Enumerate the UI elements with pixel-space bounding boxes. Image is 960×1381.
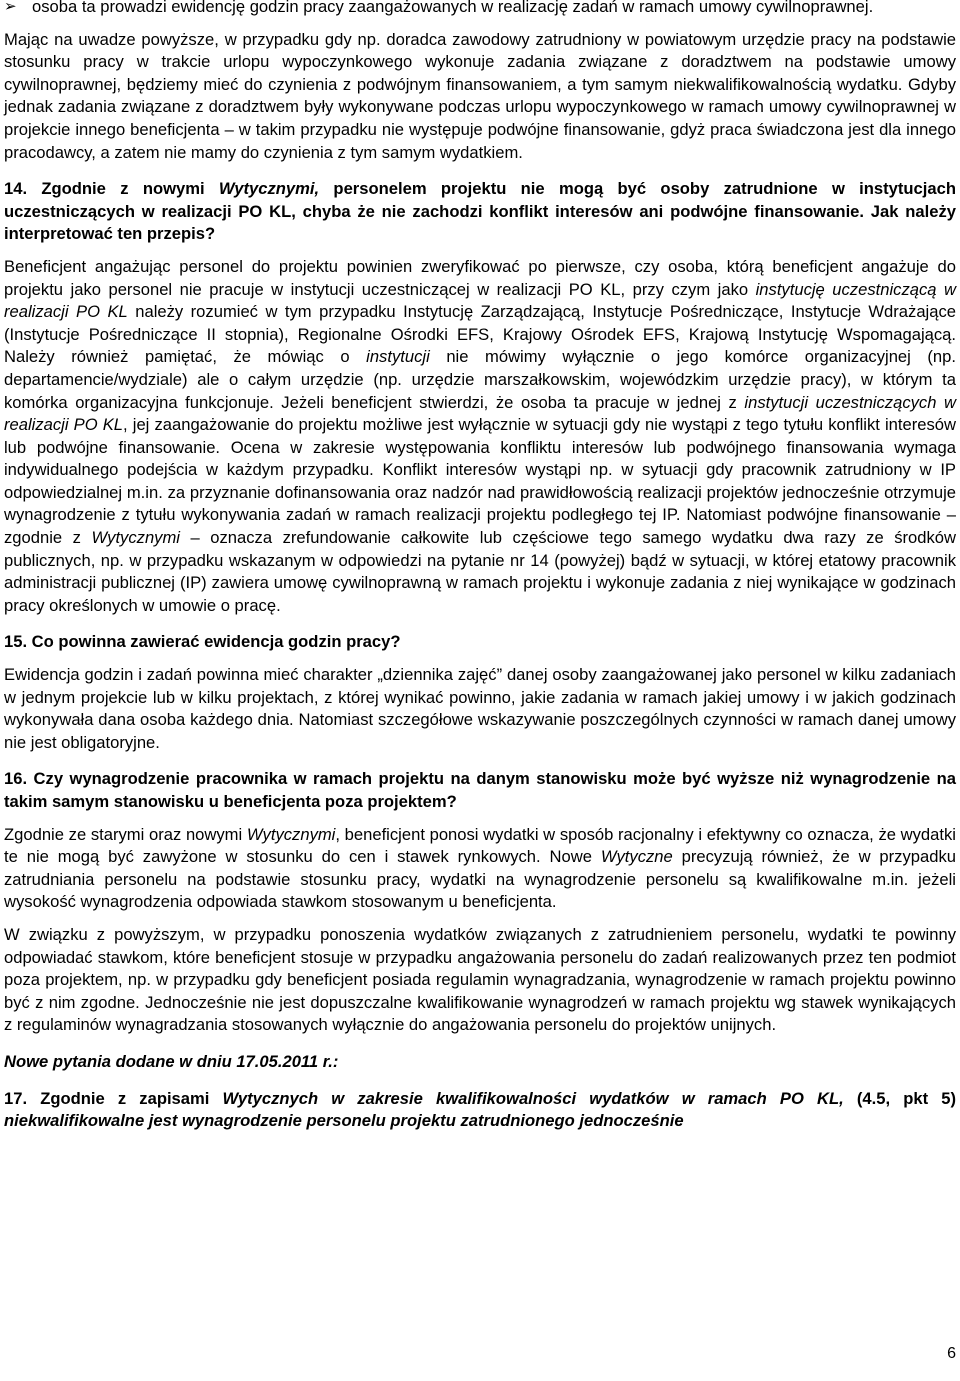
- answer-16-a: [4, 824, 956, 914]
- new-questions-heading: Nowe pytania dodane w dniu 17.05.2011 r.:: [4, 1051, 339, 1071]
- question-15: 15. Co powinna zawierać ewidencja godzin pracy?: [4, 632, 401, 652]
- a16a-text-1: Zgodnie ze starymi oraz nowymi: [4, 824, 247, 844]
- a16a-italic-2: Wytyczne: [600, 847, 673, 867]
- answer-15: Ewidencja godzin i zadań powinna mieć charakter „dziennika zajęć” danej osoby zaangażowanej jako personel w kilku zadaniach w jednym projekcie lub w kilku projektach, z której wynikać powinno, jakie zadania w ramach jakiej umowy i w jakich godzinach wykonywała dana osoba każdego dnia. Natomiast szczegółowe wskazywanie poszczególnych czynności w ramach danej umowy nie jest obligatoryjne.: [4, 665, 956, 752]
- question-17: [4, 1088, 956, 1133]
- a14-text-3: nie mówimy wyłącznie o jego komórce organizacyjnej (np. departamencie/wydziale) ale o całym urzędzie (np. urzędzie marszałkowskim, wojewódzkim urzędzie pracy), w którym ta komórka organizacyjna funkcjonuje. Jeżeli beneficjent stwierdzi, że osoba ta pracuje w jednej z: [4, 347, 956, 412]
- a14-italic-3: instytucji uczestniczących w realizacji PO KL: [4, 392, 956, 435]
- a14-text-5: – oznacza zrefundowanie całkowite lub częściowe tego samego wydatku dwa razy ze środków publicznych, np. w przypadku wskazanym w odpowiedzi na pytanie nr 14 (powyżej) bądź w sytuacji, w której etatowy pracownik administracji publicznej (IP) zawiera umowę cywilnoprawną w ramach projektu i wykonuje zadania z niej wynikające w godzinach pracy określonych w umowie o pracę.: [4, 528, 956, 615]
- q17-part-a: 17. Zgodnie z zapisami: [4, 1088, 223, 1108]
- page-number: 6: [947, 1345, 956, 1362]
- paragraph-1: Mając na uwadze powyższe, w przypadku gdy np. doradca zawodowy zatrudniony w powiatowym urzędzie pracy na podstawie stosunku pracy w trakcie urlopu wypoczynkowego wykonuje zadania związane z doradztwem na podstawie umowy cywilnoprawnej, będziemy mieć do czynienia z podwójnym finansowaniem, a tym samym niekwalifikowalnością wydatku. Gdyby jednak zadania związane z doradztwem były wykonywane podczas urlopu wypoczynkowego w ramach umowy cywilnoprawnej w projekcie innego beneficjenta – w takim przypadku nie występuje podwójne finansowanie, gdyż praca świadczona jest dla innego pracodawcy, a zatem nie mamy do czynienia z tym samym wydatkiem.: [4, 29, 956, 162]
- arrow-bullet-icon: ➢: [4, 0, 17, 15]
- answer-16-b: W związku z powyższym, w przypadku ponoszenia wydatków związanych z zatrudnieniem personelu, wydatki te powinny odpowiadać stawkom, które beneficjent stosuje w przypadku angażowania personelu do zadań realizowanych przez ten podmiot poza projektem, np. w przypadku gdy beneficjent posiada regulamin wynagradzania, wynagrodzenie w ramach projektu powinno być z nim zgodne. Jednocześnie nie jest dopuszczalne kwalifikowanie wynagrodzeń w ramach projektu wg stawek wynikających z regulaminów wynagradzania stosowanych wyłącznie do angażowania personelu do projektów unijnych.: [4, 924, 956, 1035]
- q14-part-c: personelem projektu nie mogą być osoby zatrudnione w instytucjach uczestniczących w realizacji PO KL, chyba że nie zachodzi konflikt interesów ani podwójne finansowanie. Jak należy interpretować ten przepis?: [4, 179, 956, 244]
- question-16: 16. Czy wynagrodzenie pracownika w ramach projektu na danym stanowisku może być wyższe niż wynagrodzenie na takim samym stanowisku u beneficjenta poza projektem?: [4, 769, 956, 811]
- bullet-item: [4, 0, 956, 19]
- q17-part-b: Wytycznych w zakresie kwalifikowalności wydatków w ramach PO KL,: [222, 1088, 844, 1108]
- q17-part-d: niekwalifikowalne jest wynagrodzenie personelu projektu zatrudnionego jednocześnie: [4, 1111, 684, 1131]
- a16a-text-3: precyzują również, że w przypadku zatrudniania personelu na podstawie stosunku pracy, wydatki na wynagrodzenie personelu są kwalifikowalne m.in. jeżeli wysokość wynagrodzenia odpowiada stawkom stosowanym u beneficjenta.: [4, 847, 956, 912]
- question-14: [4, 178, 956, 246]
- a16a-text-2: , beneficjent ponosi wydatki w sposób racjonalny i efektywny co oznacza, że wydatki te nie mogą być zawyżone w stosunku do cen i stawek rynkowych. Nowe: [4, 824, 956, 867]
- a14-italic-4: Wytycznymi: [91, 528, 180, 548]
- bullet-text: osoba ta prowadzi ewidencję godzin pracy zaangażowanych w realizację zadań w ramach umowy cywilnoprawnej.: [32, 0, 874, 16]
- a14-text-4: , jej zaangażowanie do projektu możliwe jest wyłącznie w sytuacji gdy nie wystąpi z tego tytułu konflikt interesów lub podwójne finansowanie. Ocena w zakresie występowania konfliktu interesów lub podwójnego finansowania wymaga indywidualnego podejścia w każdym przypadku. Konflikt interesów wystąpi np. w sytuacji gdy pracownik zatrudniony w IP odpowiedzialnej m.in. za przyznanie dofinansowania oraz nadzór nad prawidłowością realizacji projektów jednocześnie otrzymuje wynagrodzenie z tytułu wykonywania zadań w ramach realizacji projektu podległego tej IP. Natomiast podwójne finansowanie – zgodnie z: [4, 415, 956, 548]
- document-page: [4, 0, 956, 1143]
- a16a-italic-1: Wytycznymi: [246, 824, 336, 844]
- q14-part-a: 14. Zgodnie z nowymi: [4, 179, 219, 199]
- a14-italic-2: instytucji: [366, 347, 430, 367]
- q17-part-c: (4.5, pkt 5): [843, 1088, 957, 1108]
- a14-italic-1: instytucję uczestniczącą w realizacji PO KL: [4, 279, 956, 322]
- answer-14: [4, 256, 956, 618]
- a14-text-2: należy rozumieć w tym przypadku Instytucję Zarządzającą, Instytucje Pośredniczące, Instytucje Wdrażające (Instytucje Pośredniczące II stopnia), Regionalne Ośrodki EFS, Krajowy Ośrodek EFS, Krajową Instytucję Wspomagającą. Należy również pamiętać, że mówiąc o: [4, 302, 956, 367]
- q14-part-b: Wytycznymi,: [218, 179, 320, 199]
- a14-text-1: Beneficjent angażując personel do projektu powinien zweryfikować po pierwsze, czy osoba, którą beneficjent angażuje do projektu jako personel nie pracuje w instytucji uczestniczącej w realizacji PO KL, przy czym jako: [4, 256, 956, 299]
